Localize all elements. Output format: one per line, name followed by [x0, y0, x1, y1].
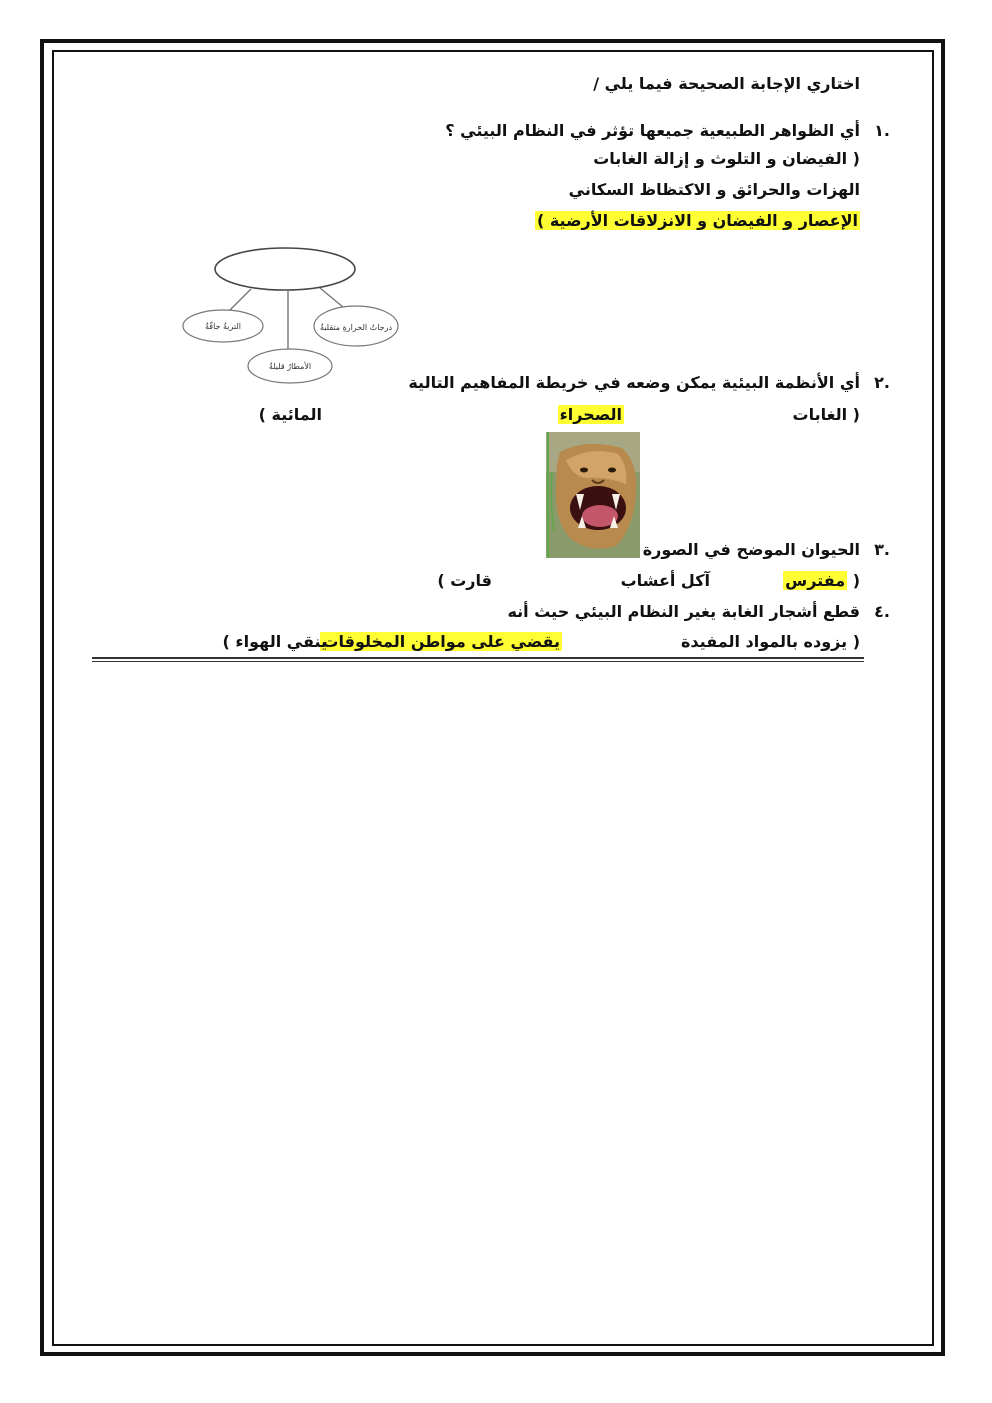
q1-option-3[interactable] — [535, 210, 860, 232]
q3-correct-highlight: مفترس — [785, 571, 846, 590]
q2-option-3[interactable]: المائية ) — [258, 405, 322, 424]
q1-option-2[interactable]: الهزات والحرائق و الاكتظاظ السكاني — [568, 180, 860, 199]
q2-correct-highlight: الصحراء — [559, 405, 622, 424]
q4-number: .٤ — [874, 602, 890, 621]
q2-text: أي الأنظمة البيئية يمكن وضعه في خريطة المفاهيم التالية — [408, 373, 860, 392]
lion-photo — [546, 432, 640, 558]
q3-number: .٣ — [874, 540, 890, 559]
q3-text: الحيوان الموضح في الصورة — [642, 540, 860, 559]
q4-text: قطع أشجار الغابة يغير النظام البيئي حيث أنه — [507, 602, 860, 621]
concept-map-center-node — [215, 248, 355, 290]
q4-option-3[interactable]: ينقي الهواء ) — [222, 632, 327, 651]
concept-label-temperature: درجاتُ الحرارةِ متقلبةٌ — [319, 323, 393, 332]
q2-option-1[interactable]: ( الغابات — [792, 405, 860, 424]
q1-number: .١ — [874, 121, 890, 140]
q3-option-1-paren: ( — [852, 571, 860, 590]
q4-option-1[interactable]: ( يزوده بالمواد المفيدة — [680, 632, 860, 651]
concept-map-diagram — [178, 242, 403, 387]
section-divider-thin — [92, 661, 864, 662]
q1-text: أي الظواهر الطبيعية جميعها تؤثر في النظام البيئي ؟ — [445, 121, 860, 140]
q2-number: .٢ — [874, 373, 890, 392]
q3-option-2[interactable]: آكل أعشاب — [620, 571, 710, 590]
instruction-heading: اختاري الإجابة الصحيحة فيما يلي / — [593, 74, 860, 93]
q4-option-2[interactable] — [320, 631, 562, 653]
q1-correct-highlight: الإعصار و الفيضان و الانزلاقات الأرضية ) — [536, 211, 858, 230]
q3-option-3[interactable]: قارت ) — [437, 571, 492, 590]
concept-label-little-rain: الأمطارُ قليلةٌ — [268, 362, 312, 371]
concept-label-dry-soil: التربةُ جافّةٌ — [204, 322, 242, 331]
q1-option-1[interactable]: ( الفيضان و التلوث و إزالة الغابات — [593, 149, 860, 168]
q4-correct-highlight: يقضي على مواطن المخلوقات — [322, 632, 560, 651]
q3-option-1[interactable] — [783, 570, 860, 592]
section-divider-thick — [92, 657, 864, 659]
q2-option-2[interactable] — [558, 404, 624, 426]
